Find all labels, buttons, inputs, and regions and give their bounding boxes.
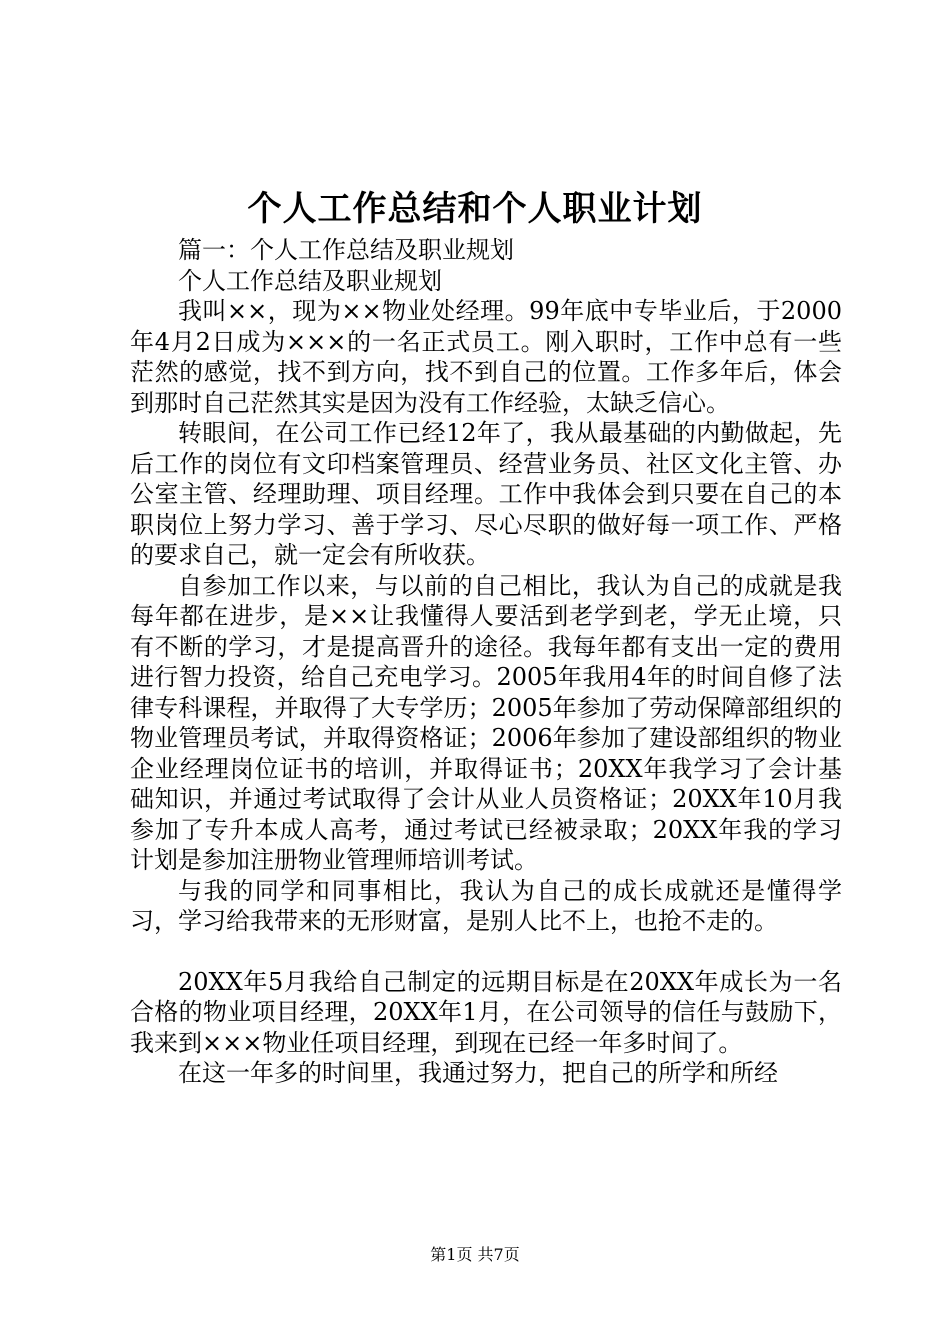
- paragraph-1: 我叫××，现为××物业处经理。99年底中专毕业后，于2000年4月2日成为×××的一名正式员工。刚入职时，工作中总有一些茫然的感觉，找不到方向，找不到自己的位置。工作多年后，体会到那时自己茫然其实是因为没有工作经验，太缺乏信心。: [130, 297, 842, 417]
- document-title: 个人工作总结和个人职业计划: [247, 189, 703, 229]
- subheading-1: 篇一：个人工作总结及职业规划: [178, 236, 514, 264]
- paragraph-3: 自参加工作以来，与以前的自己相比，我认为自己的成就是我每年都在进步，是××让我懂得人要活到老学到老，学无止境，只有不断的学习，才是提高晋升的途径。我每年都有支出一定的费用进行智力投资，给自己充电学习。2005年我用4年的时间自修了法律专科课程，并取得了大专学历；2005年参加了劳动保障部组织的物业管理员考试，并取得资格证；2006年参加了建设部组织的物业企业经理岗位证书的培训，并取得证书；20XX年我学习了会计基础知识，并通过考试取得了会计从业人员资格证；20XX年10月我参加了专升本成人高考，通过考试已经被录取；20XX年我的学习计划是参加注册物业管理师培训考试。: [130, 571, 842, 874]
- paragraph-2: 转眼间，在公司工作已经12年了，我从最基础的内勤做起，先后工作的岗位有文印档案管理员、经营业务员、社区文化主管、办公室主管、经理助理、项目经理。工作中我体会到只要在自己的本职岗位上努力学习、善于学习、尽心尽职的做好每一项工作、严格的要求自己，就一定会有所收获。: [130, 419, 842, 569]
- paragraph-4: 与我的同学和同事相比，我认为自己的成长成就还是懂得学习，学习给我带来的无形财富，是别人比不上，也抢不走的。: [130, 876, 842, 935]
- document-body: [130, 235, 842, 1089]
- subheading-2: 个人工作总结及职业规划: [178, 266, 442, 295]
- page-footer: 第1页 共7页: [430, 1245, 520, 1264]
- paragraph-5: 20XX年5月我给自己制定的远期目标是在20XX年成长为一名合格的物业项目经理，20XX年1月，在公司领导的信任与鼓励下，我来到×××物业任项目经理，到现在已经一年多时间了。: [130, 967, 842, 1057]
- paragraph-6: 在这一年多的时间里，我通过努力，把自己的所学和所经: [178, 1059, 778, 1087]
